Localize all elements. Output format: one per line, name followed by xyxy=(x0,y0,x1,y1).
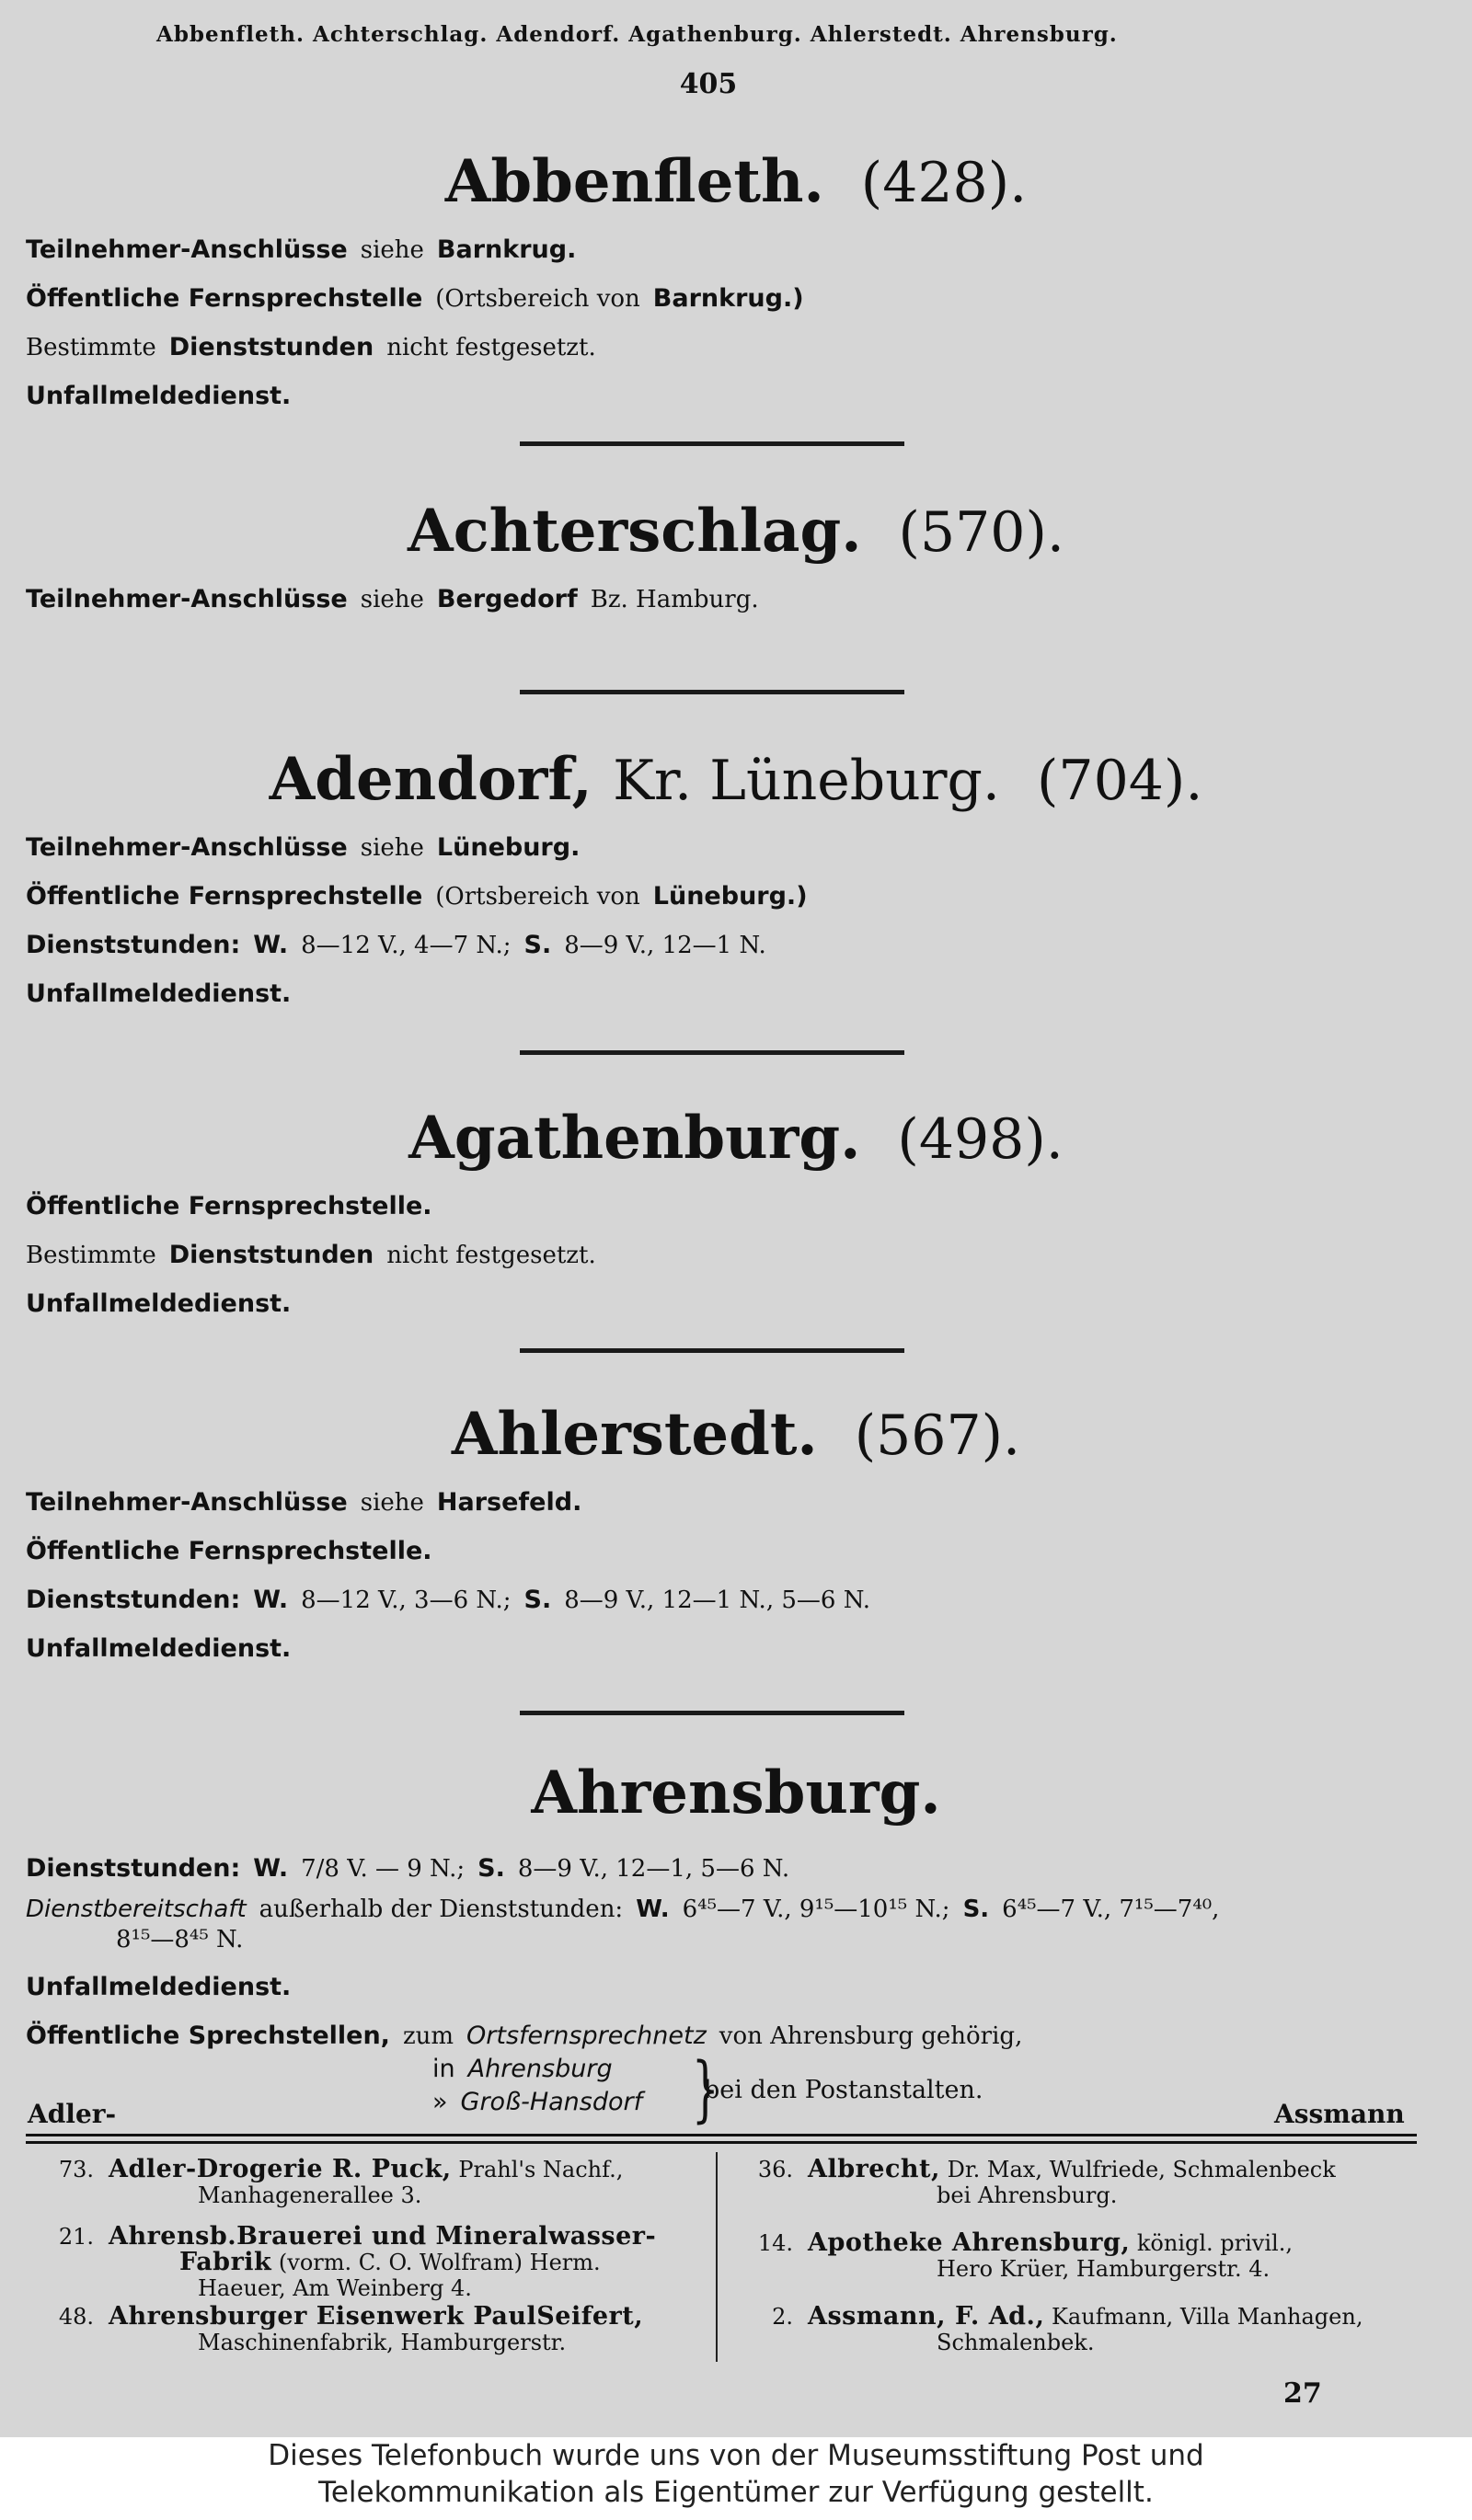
brace-glyph: } xyxy=(691,2048,719,2131)
exchange-number: (704). xyxy=(1037,749,1203,813)
line-hours: Bestimmte Dienststunden nicht festgesetzt. xyxy=(26,1241,596,1269)
station-ahrensburg: Ahrensburg xyxy=(467,2055,613,2083)
station-list xyxy=(432,2053,642,2119)
line-accident-service: Unfallmeldedienst. xyxy=(26,1973,292,2001)
divider-rule xyxy=(520,1711,904,1715)
district: Kr. Lüneburg. xyxy=(613,749,1000,813)
line-public-station: Öffentliche Fernsprechstelle (Ortsbereich von Barnkrug.) xyxy=(26,284,804,313)
line-standby: Dienstbereitschaft außerhalb der Dienststunden: W. 6⁴⁵—7 V., 9¹⁵—10¹⁵ N.; S. 6⁴⁵—7 V., 7¹⁵—7⁴⁰, xyxy=(26,1896,1220,1923)
place-name: Achterschlag. xyxy=(408,497,862,566)
divider-rule xyxy=(520,1050,904,1055)
line-subscribers: Teilnehmer-Anschlüsse siehe Barnkrug. xyxy=(26,235,577,264)
line-accident-service: Unfallmeldedienst. xyxy=(26,1289,292,1318)
footer-line-2: Telekommunikation als Eigentümer zur Verfügung gestellt. xyxy=(318,2476,1154,2509)
section-title xyxy=(0,1758,1472,1827)
line-public-station: Öffentliche Fernsprechstelle. xyxy=(26,1537,432,1565)
exchange-number: (567). xyxy=(854,1403,1021,1468)
place-name: Adendorf, xyxy=(269,745,592,814)
list-item: 2. Assmann, F. Ad., Kaufmann, Villa Manhagen, Schmalenbek. xyxy=(772,2302,1363,2355)
line-subscribers: Teilnehmer-Anschlüsse siehe Bergedorf Bz. Hamburg. xyxy=(26,585,759,613)
footer-line-1: Dieses Telefonbuch wurde uns von der Museumsstiftung Post und xyxy=(268,2439,1204,2472)
section-title xyxy=(0,745,1472,814)
line-standby-cont: 8¹⁵—8⁴⁵ N. xyxy=(116,1926,244,1953)
running-head: Abbenfleth. Achterschlag. Adendorf. Agathenburg. Ahlerstedt. Ahrensburg. xyxy=(156,22,1118,47)
line-hours: Dienststunden: W. 7/8 V. — 9 N.; S. 8—9 V., 12—1, 5—6 N. xyxy=(26,1854,790,1883)
station-gross-hansdorf: Groß-Hansdorf xyxy=(460,2088,643,2116)
list-item: 48. Ahrensburger Eisenwerk PaulSeifert, Maschinenfabrik, Hamburgerstr. xyxy=(58,2302,644,2355)
section-abbenfleth xyxy=(0,147,1472,420)
section-ahrensburg xyxy=(0,1758,1472,2060)
line-hours: Dienststunden: W. 8—12 V., 3—6 N.; S. 8—9 V., 12—1 N., 5—6 N. xyxy=(26,1586,871,1614)
section-achterschlag xyxy=(0,497,1472,624)
section-ahlerstedt xyxy=(0,1400,1472,1673)
line-subscribers: Teilnehmer-Anschlüsse siehe Lüneburg. xyxy=(26,833,581,862)
line-accident-service: Unfallmeldedienst. xyxy=(26,1634,292,1663)
section-title xyxy=(0,1400,1472,1469)
column-separator xyxy=(716,2152,718,2362)
provenance-footer xyxy=(0,2437,1472,2520)
section-adendorf xyxy=(0,745,1472,1018)
list-item: 14. Apotheke Ahrensburg, königl. privil., Hero Krüer, Hamburgerstr. 4. xyxy=(757,2228,1293,2282)
label-ditto: » xyxy=(432,2088,448,2116)
exchange-number: (570). xyxy=(898,500,1064,565)
line-public-station: Öffentliche Fernsprechstelle. xyxy=(26,1192,432,1220)
line-public-station: Öffentliche Fernsprechstelle (Ortsbereich von Lüneburg.) xyxy=(26,882,808,911)
line-accident-service: Unfallmeldedienst. xyxy=(26,382,292,410)
bottom-page-number: 27 xyxy=(1283,2377,1322,2410)
place-name: Ahlerstedt. xyxy=(451,1400,818,1469)
place-name: Agathenburg. xyxy=(408,1104,861,1173)
list-item: 73. Adler-Drogerie R. Puck, Prahl's Nachf., Manhagenerallee 3. xyxy=(58,2155,624,2208)
label-in: in xyxy=(432,2055,455,2083)
place-name: Abbenfleth. xyxy=(444,147,824,216)
double-rule-top xyxy=(26,2134,1417,2136)
exchange-number: (498). xyxy=(897,1107,1064,1172)
list-item: 21. Ahrensb.Brauerei und Mineralwasser- Fabrik (vorm. C. O. Wolfram) Herm. Haeuer, Am Weinberg 4. xyxy=(58,2222,657,2301)
divider-rule xyxy=(520,1348,904,1353)
divider-rule xyxy=(520,441,904,446)
exchange-number: (428). xyxy=(860,151,1028,215)
guide-word-left: Adler- xyxy=(28,2099,117,2129)
section-title xyxy=(0,1104,1472,1173)
line-subscribers: Teilnehmer-Anschlüsse siehe Harsefeld. xyxy=(26,1488,582,1517)
section-agathenburg xyxy=(0,1104,1472,1328)
double-rule-bottom xyxy=(26,2141,1417,2144)
line-hours: Dienststunden: W. 8—12 V., 4—7 N.; S. 8—9 V., 12—1 N. xyxy=(26,931,766,959)
guide-word-right: Assmann xyxy=(1274,2099,1405,2129)
post-offices-note: bei den Postanstalten. xyxy=(704,2076,983,2104)
list-item: 36. Albrecht, Dr. Max, Wulfriede, Schmalenbeck bei Ahrensburg. xyxy=(757,2155,1336,2208)
page-number: 405 xyxy=(679,68,738,100)
section-title xyxy=(0,147,1472,216)
place-name: Ahrensburg. xyxy=(531,1758,941,1827)
line-public-stations: Öffentliche Sprechstellen, zum Ortsfernsprechnetz von Ahrensburg gehörig, xyxy=(26,2022,1023,2050)
section-title xyxy=(0,497,1472,566)
line-hours: Bestimmte Dienststunden nicht festgesetzt. xyxy=(26,333,596,361)
divider-rule xyxy=(520,690,904,694)
line-accident-service: Unfallmeldedienst. xyxy=(26,979,292,1008)
